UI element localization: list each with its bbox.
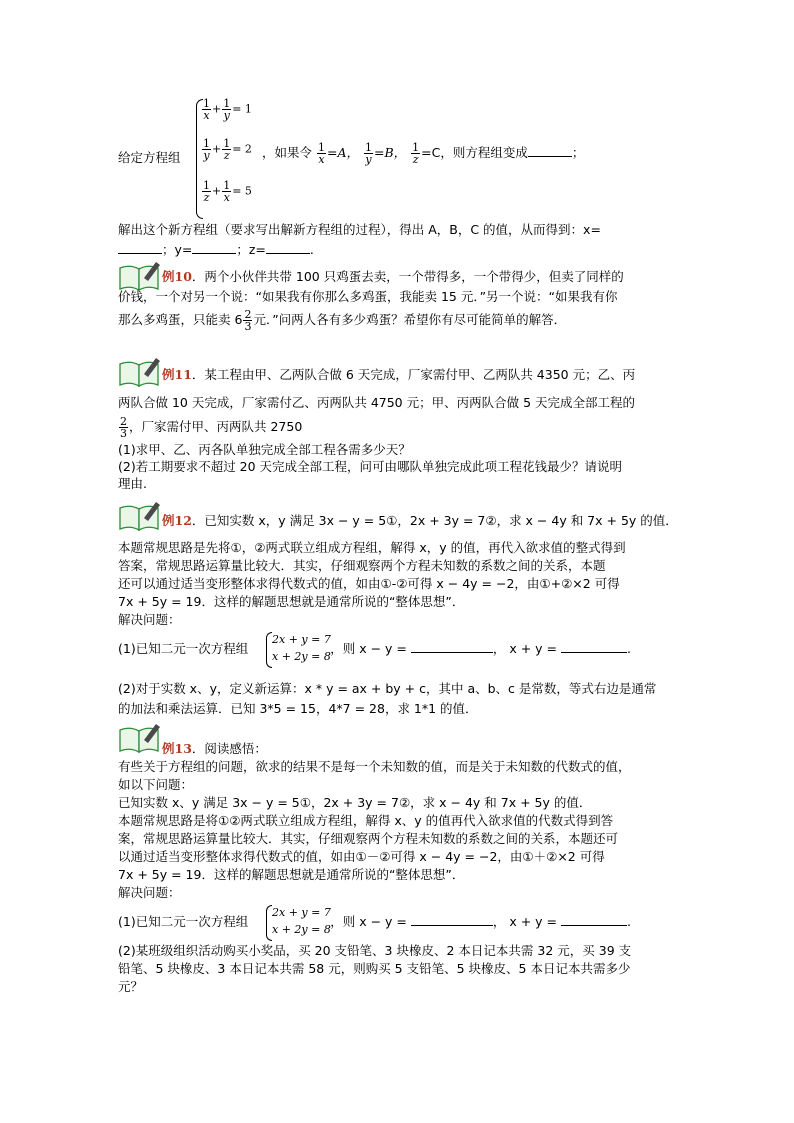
ex12-para1: 本题常规思路是先将①，②两式联立组成方程组，解得 x，y 的值，再代入欲求值的整式得到 [118,540,626,555]
answer-blank[interactable] [561,913,627,926]
ex13-para1: 有些关于方程组的问题，欲求的结果不是每一个未知数的值，而是关于未知数的代数式的值， [118,759,631,774]
ex13-para6: 以通过适当变形整体求得代数式的值，如由①－②可得 x − 4y = −2，由①＋②×2 可得 [118,849,605,864]
ex13-eq1: 2x + y = 7 [272,906,331,919]
example-number: 13 [174,741,192,756]
answer-blank-y[interactable] [192,241,236,254]
ex10-line3b: 元．”问两人各有多少鸡蛋？希望你有尽可能简单的解答． [253,312,567,327]
example-label: 例 [162,513,175,528]
ex13-q2b: 铅笔、5 块橡皮、3 本日记本共需 58 元，则购买 5 支铅笔、5 块橡皮、5 本日记本共需多少 [118,961,631,976]
example-label: 例 [162,741,175,756]
intro-tail: ； [571,145,585,160]
example-number: 11 [174,367,192,382]
ex12-q1 [118,629,678,669]
ex13-q1-end: . [627,914,631,929]
sys-eq3-rhs: = 5 [232,184,252,198]
ex13-para3: 已知实数 x、y 满足 3x − y = 5①，2x + 3y = 7②，求 x − 4y 和 7x + 5y 的值． [118,795,592,810]
ex12-solve-heading: 解决问题： [118,612,181,627]
example-number: 10 [174,269,192,284]
ex13-q1-xplusy: ， x + y = [492,914,557,929]
ex12-para2: 答案，常规思路运算量比较大．其实，仔细观察两个方程未知数的系数之间的关系，本题 [118,558,606,573]
example-number: 12 [174,513,192,528]
ex13-line1: ．阅读感悟： [191,741,267,756]
example-10 [118,267,678,333]
ex10-line3a: 那么多鸡蛋，只能卖 6 [118,312,243,327]
ex13-para4: 本题常规思路是将①②两式联立组成方程组，解得 x、y 的值再代入欲求值的代数式得到答 [118,813,614,828]
intro-line3 [118,240,678,260]
ex12-q1-xminusy: ，则 x − y = [330,641,407,656]
ex11-question1: (1)求甲、乙、丙各队单独完成全部工程各需多少天？ [118,442,411,457]
ex13-eq2: x + 2y = 8 [272,923,331,936]
ex13-q2c: 元？ [118,979,144,994]
ex13-q1 [118,902,678,942]
intro-mid-text: ，如果令 [262,145,313,160]
ex13-para5: 案，常规思路运算量比较大．其实，仔细观察两个方程未知数的系数之间的关系，本题还可 [118,831,619,846]
intro-lead: 给定方程组 [118,150,181,165]
example-13 [118,740,678,996]
answer-blank-x[interactable] [118,241,162,254]
example-12 [118,511,678,719]
sys-eq2-rhs: = 2 [232,142,252,156]
intro-substitution: ，如果令 $\frac{1}{x}$ =A， $\frac{1}{y}$ =B， $\frac{1}{z}$ =C，则方程组变成 ； [262,141,585,166]
intro-y-label: ；y= [162,242,193,257]
intro-end: . [309,242,314,257]
answer-blank[interactable] [561,640,627,653]
sys-eq1-rhs: = 1 [232,102,252,116]
intro-eq-b: =B， [374,145,407,160]
example-11 [118,365,678,492]
ex12-para4: 7x + 5y = 19．这样的解题思想就是通常所说的“整体思想”． [118,594,465,609]
ex12-line1: ．已知实数 x，y 满足 3x − y = 5①，2x + 3y = 7②，求 x − 4y 和 7x + 5y 的值． [191,513,678,528]
intro-z-label: ；z= [236,242,266,257]
ex13-q2a: (2)某班级组织活动购买小奖品，买 20 支铅笔、3 块橡皮、2 本日记本共需 32 元，买 39 支 [118,943,632,958]
intro-eq-c: =C，则方程组变成 [421,145,528,160]
ex11-question2a: (2)若工期要求不超过 20 天完成全部工程，问可由哪队单独完成此项工程花钱最少？请说明 [118,459,623,474]
answer-blank-z[interactable] [266,241,310,254]
ex12-para3: 还可以通过适当变形整体求得代数式的值，如由①-②可得 x − 4y = −2，由①+②×2 可得 [118,576,620,591]
ex13-solve-heading: 解决问题： [118,885,181,900]
ex10-frac-den: 3 [244,320,252,333]
ex13-q1-xminusy: ，则 x − y = [330,914,407,929]
ex11-line1: ．某工程由甲、乙两队合做 6 天完成，厂家需付甲、乙两队共 4350 元；乙、丙 [191,367,636,382]
ex13-para7: 7x + 5y = 19．这样的解题思想就是通常所说的“整体思想”． [118,867,465,882]
ex12-q1-xplusy: ， x + y = [492,641,557,656]
intro-line1 [118,148,181,166]
ex13-para2: 如以下问题： [118,777,194,792]
ex12-q2b: 的加法和乘法运算．已知 3*5 = 15，4*7 = 28，求 1*1 的值． [118,701,478,716]
example-label: 例 [162,269,175,284]
ex12-q2a: (2)对于实数 x、y，定义新运算：x * y = ax + by + c，其中 a、b、c 是常数，等式右边是通常 [118,681,657,696]
answer-blank[interactable] [411,640,493,653]
ex12-eq1: 2x + y = 7 [272,633,331,646]
ex12-q1-lead: (1)已知二元一次方程组 [118,641,249,656]
ex11-line2: 两队合做 10 天完成，厂家需付乙、丙两队共 4750 元；甲、丙两队合做 5 天完成全部工程的 [118,395,636,410]
ex10-frac-num: 2 [244,308,252,321]
ex11-frac-den: 3 [120,427,127,440]
answer-blank[interactable] [528,144,572,157]
ex11-question2b: 理由. [118,476,147,491]
example-label: 例 [162,367,175,382]
intro-solve-text [118,220,678,260]
answer-blank[interactable] [411,913,493,926]
document-page: $\frac{1}{x}$ + $\frac{1}{y}$ = 1 $\frac{1}{y}$ + $\frac{1}{z}$ = 2 $\frac{1}{z}$ + $\frac{1}{x}$ = 5 给定方程组 ，如果令 $\frac{1}{x}$ =A， $\frac{1}{y}$ =B， $\frac{1}{z}$ =C，则方程组变成 ； 解出这个新方程组（要求写出解新方程组的过程），得出 A，B，C 的值，从而得到：x= ；y= ；z= . 例10．两个小伙伴共带 100 只鸡蛋去卖，一个带得多，一个带得少，但卖了同样的 价钱，一个对另一个说：“如果我有你那么多鸡蛋，我能卖 15 元．”另一个说：“如果我有你 那么多鸡蛋，只能卖 6 $\frac{2}{3}$ 元．”问两人各有多少鸡蛋？希望你有尽可能简单的解答． 例11．某工程由甲、乙两队合做 6 天完成，厂家需付甲、乙两队共 4350 元；乙、丙 两队合做 10 天完成，厂家需付乙、丙两队共 4750 元；甲、丙两队合做 5 天完成全部工程的 $\frac{2}{3}$ ，厂家需付甲、丙两队共 2750 (1)求甲、乙、丙各队单独完成全部工程各需多少天？ (2)若工期要求不超过 20 天完成全部工程，问可由哪队单独完成此项工程花钱最少？请说明 理由. 例12．已知实数 x，y 满足 3x − y = 5①，2x + 3y = 7②，求 x − 4y 和 7x + 5y 的值． 本题常规思路是先将①，②两式联立组成方程组，解得 x，y 的值，再代入欲求值的整式得到 答案，常规思路运算量比较大．其实，仔细观察两个方程未知数的系数之间的关系，本题 还可以通过适当变形整体求得代数式的值，如由①-②可得 x − 4y = −2，由①+②×2 可得 7x + 5y = 19．这样的解题思想就是通常所说的“整体思想”． 解决问题： (1)已知二元一次方程组 ，则 x − y = ， x + y = . 2x + y = 7 x + 2y = 8 (2)对于实数 x、y，定义新运算：x * y = ax + by + c，其中 a、b、c 是常数，等式右边是通常 的加法和乘法运算．已知 3*5 = 15，4*7 = 28，求 1*1 的值． 例13．阅读感悟： 有些关于方程组的问题，欲求的结果不是每一个未知数的值，而是关于未知数的代数式的值， 如以下问题： 已知实数 x、y 满足 3x − y = 5①，2x + 3y = 7②，求 x − 4y 和 7x + 5y 的值． 本题常规思路是将①②两式联立组成方程组，解得 x、y 的值再代入欲求值的代数式得到答 案，常规思路运算量比较大．其实，仔细观察两个方程未知数的系数之间的关系，本题还可 以通过适当变形整体求得代数式的值，如由①－②可得 x − 4y = −2，由①＋②×2 可得 7x + 5y = 19．这样的解题思想就是通常所说的“整体思想”． 解决问题： (1)已知二元一次方程组 ，则 x − y = ， x + y = . 2x + y = 7 x + 2y = 8 (2)某班级组织活动购买小奖品，买 20 支铅笔、3 块橡皮、2 本日记本共需 32 元，买 39 支 铅笔、5 块橡皮、3 本日记本共需 58 元，则购买 5 支铅笔、5 块橡皮、5 本日记本共需多少 元？ [118,97,678,994]
ex10-line2: 价钱，一个对另一个说：“如果我有你那么多鸡蛋，我能卖 15 元．”另一个说：“如果我有你 [118,289,618,304]
ex12-eq2: x + 2y = 8 [272,650,331,663]
ex10-line1: ．两个小伙伴共带 100 只鸡蛋去卖，一个带得多，一个带得少，但卖了同样的 [191,269,624,284]
intro-eq-a: =A， [327,145,360,160]
intro-line2: 解出这个新方程组（要求写出解新方程组的过程），得出 A，B，C 的值，从而得到：x= [118,222,601,237]
ex13-q1-lead: (1)已知二元一次方程组 [118,914,249,929]
ex11-line3: ，厂家需付甲、丙两队共 2750 [129,419,303,434]
ex11-frac-num: 2 [120,415,127,428]
ex12-q1-end: . [627,641,631,656]
